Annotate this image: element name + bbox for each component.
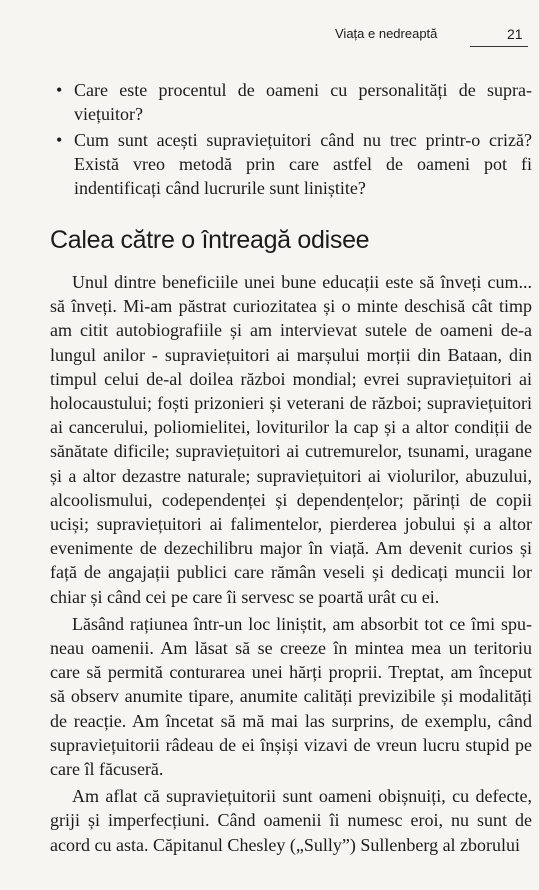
paragraph: Lăsând rațiunea într-un loc liniștit, am absorbit tot ce îmi spuneau oamenii. Am lăsat să se creeze în mintea mea un teritoriu care să permită conturarea unei hărți proprii. Treptat, am început să observ anumite tipare, anumite calități previzibile și modalități de reacție. Am încetat să mă mai las surprins, de exemplu, când supraviețuitorii râdeau de ei înșiși vizavi de vreun lucru stupid pe care îl făcuseră. [50,613,532,780]
bullet-icon: • [56,80,63,100]
header-rule [470,46,528,47]
list-item [50,128,532,200]
page-number: 21 [507,26,523,42]
page-header [0,24,539,44]
list-item-text: Care este procentul de oameni cu personalități de supraviețuitor? [74,80,532,124]
running-title: Viața e nedreaptă [335,26,438,41]
paragraph: Unul dintre beneficiile unei bune educații este să înveți cum... să înveți. Mi-am păstrat curiozitatea și o minte deschisă cât timp am citit autobiografiile și am intervievat sutele de oameni de-a lungul anilor - supraviețuitori ai marșului morții din Bataan, din timpul celui de-al doilea război mondial; evrei supraviețuitori ai holocaustului; foști prizonieri și veterani de război; supraviețuitori ai cancerului, poliomielitei, loviturilor la cap și a altor condiții de sănătate dificile; supraviețuitori ai cutremurelor, tsunami, uragane și a altor dezastre naturale; supraviețuitori ai violurilor, abuzului, alcoolismului, codependenței și dependențelor; părinți de copii uciși; supraviețuitori ai falimentelor, pierderea jobului și a altor evenimente de dezechilibru major în viață. Am devenit curios și față de angajații publici care rămân veseli și dedicați muncii lor chiar și când cei pe care îi servesc se poartă urât cu ei. [50,272,532,607]
list-item [50,78,532,126]
section-heading: Calea către o întreagă odisee [50,226,370,254]
question-list [50,78,532,202]
body-text [50,270,532,860]
bullet-icon: • [56,130,63,150]
list-item-text: Cum sunt acești supraviețuitori când nu trec printr-o criză? Există vreo metodă prin care astfel de oameni pot fi indentificați când lucrurile sunt liniștite? [74,130,532,198]
paragraph: Am aflat că supraviețuitorii sunt oameni obișnuiți, cu defecte, griji și imperfecțiuni. Când oamenii îi numesc eroi, nu sunt de acord cu asta. Căpitanul Chesley („Sully”) Sullenberg al zborului [50,786,532,855]
